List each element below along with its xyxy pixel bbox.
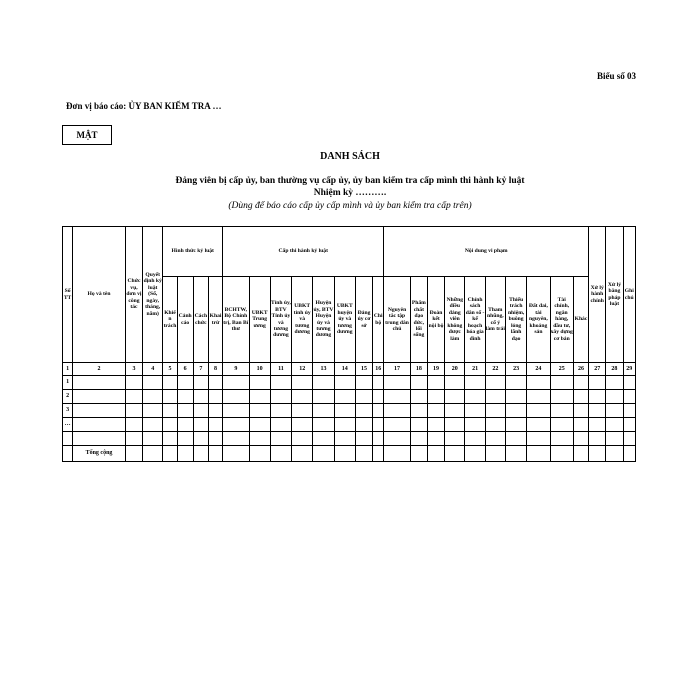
table-cell [465, 390, 485, 404]
discipline-table [62, 226, 636, 462]
header-c14: UBKT huyện ủy và tương đương [334, 277, 355, 363]
table-cell [270, 418, 291, 432]
header-c6: Cảnh cáo [177, 277, 193, 363]
form-code: Biểu số 03 [596, 71, 636, 81]
table-cell [270, 432, 291, 446]
table-cell [573, 376, 588, 390]
table-cell [606, 446, 623, 462]
table-cell [177, 446, 193, 462]
column-number: 24 [527, 363, 550, 376]
table-cell [355, 376, 372, 390]
header-c19: Đoàn kết nội bộ [427, 277, 444, 363]
table-cell [527, 432, 550, 446]
header-decision: Quyết định kỷ luật (Số, ngày, tháng, năm) [143, 227, 163, 363]
table-cell [410, 376, 427, 390]
table-cell [73, 376, 126, 390]
table-cell [589, 432, 606, 446]
table-cell [550, 432, 573, 446]
table-cell [313, 376, 334, 390]
column-number: 1 [63, 363, 73, 376]
table-cell [223, 446, 249, 462]
header-c23: Thiếu trách nhiệm, buông lỏng lãnh đạo [505, 277, 526, 363]
table-cell [465, 404, 485, 418]
table-cell [550, 404, 573, 418]
table-cell [208, 418, 222, 432]
table-cell [143, 376, 163, 390]
table-cell [550, 390, 573, 404]
table-cell [373, 418, 384, 432]
term-line: Nhiệm kỳ ………. [313, 188, 387, 198]
table-cell [292, 446, 313, 462]
header-discipline-form: Hình thức kỷ luật [163, 227, 223, 277]
column-number: 23 [505, 363, 526, 376]
table-cell [505, 432, 526, 446]
table-cell [384, 446, 410, 462]
table-row [63, 376, 636, 390]
table-cell [623, 404, 635, 418]
table-cell [550, 418, 573, 432]
table-cell [573, 446, 588, 462]
table-cell [427, 446, 444, 462]
column-number: 25 [550, 363, 573, 376]
table-cell [527, 418, 550, 432]
table-cell [163, 376, 177, 390]
column-number: 27 [589, 363, 606, 376]
table-cell [177, 418, 193, 432]
column-number: 12 [292, 363, 313, 376]
header-notes: Ghi chú [623, 227, 635, 363]
table-cell [606, 432, 623, 446]
table-cell [177, 390, 193, 404]
table-cell [505, 376, 526, 390]
column-number: 21 [465, 363, 485, 376]
table-cell [527, 446, 550, 462]
table-cell [410, 390, 427, 404]
row-number: 1 [63, 376, 73, 390]
table-cell [208, 404, 222, 418]
column-number: 22 [485, 363, 505, 376]
table-cell [334, 376, 355, 390]
header-c26: Khác [573, 277, 588, 363]
table-cell [373, 390, 384, 404]
table-cell [355, 404, 372, 418]
table-cell [163, 446, 177, 462]
row-number: 2 [63, 390, 73, 404]
secret-stamp: MẬT [62, 125, 112, 145]
table-cell [334, 446, 355, 462]
table-cell [589, 446, 606, 462]
header-c12: UBKT tỉnh ủy và tương đương [292, 277, 313, 363]
header-c11: Tỉnh ủy, BTV Tỉnh ủy và tương đương [270, 277, 291, 363]
table-cell [208, 432, 222, 446]
header-c20: Những điều đảng viên không được làm [445, 277, 465, 363]
table-cell [550, 376, 573, 390]
column-number: 14 [334, 363, 355, 376]
table-cell [143, 432, 163, 446]
header-row-top [63, 227, 636, 277]
table-cell [623, 432, 635, 446]
header-c7: Cách chức [193, 277, 208, 363]
table-cell [485, 404, 505, 418]
table-cell [73, 432, 126, 446]
table-cell [313, 432, 334, 446]
header-c13: Huyện ủy, BTV Huyện ủy và tương đương [313, 277, 334, 363]
table-cell [143, 446, 163, 462]
table-cell [505, 390, 526, 404]
header-c25: Tài chính, ngân hàng, đầu tư, xây dựng cơ bản [550, 277, 573, 363]
table-cell [384, 418, 410, 432]
table-cell [334, 418, 355, 432]
table-cell [573, 404, 588, 418]
table-cell [505, 404, 526, 418]
column-number: 9 [223, 363, 249, 376]
table-cell [223, 432, 249, 446]
table-cell [223, 404, 249, 418]
table-cell [249, 418, 270, 432]
column-number: 5 [163, 363, 177, 376]
column-number: 26 [573, 363, 588, 376]
table-cell [550, 446, 573, 462]
table-cell [384, 404, 410, 418]
column-number-row [63, 363, 636, 376]
table-cell [313, 404, 334, 418]
table-cell [125, 418, 142, 432]
table-cell [334, 432, 355, 446]
header-admin-handling: Xử lý hành chính [589, 227, 606, 363]
header-c5: Khiển trách [163, 277, 177, 363]
table-cell [292, 404, 313, 418]
table-cell [606, 418, 623, 432]
table-cell [355, 432, 372, 446]
table-row-blank [63, 432, 636, 446]
table-cell [623, 418, 635, 432]
table-cell [427, 404, 444, 418]
table-cell [465, 418, 485, 432]
table-cell [193, 376, 208, 390]
table-cell [143, 390, 163, 404]
table-cell [177, 432, 193, 446]
reporting-unit: Đơn vị báo cáo: ỦY BAN KIỂM TRA … [66, 101, 222, 111]
table-cell [373, 446, 384, 462]
table-cell [143, 404, 163, 418]
table-cell [573, 390, 588, 404]
header-stt: Số TT [63, 227, 73, 363]
table-cell [573, 432, 588, 446]
table-cell [334, 390, 355, 404]
table-cell [410, 418, 427, 432]
row-number: … [63, 418, 73, 432]
table-cell [427, 432, 444, 446]
table-cell [589, 418, 606, 432]
table-cell [163, 390, 177, 404]
total-label: Tổng cộng [73, 446, 126, 462]
table-cell [292, 376, 313, 390]
header-violation-content: Nội dung vi phạm [384, 227, 589, 277]
table-cell [606, 390, 623, 404]
table-cell [63, 446, 73, 462]
table-cell [445, 432, 465, 446]
table-cell [334, 404, 355, 418]
table-cell [589, 404, 606, 418]
table-cell [445, 376, 465, 390]
table-cell [527, 404, 550, 418]
table-cell [384, 390, 410, 404]
table-cell [445, 404, 465, 418]
header-c17: Nguyên tắc tập trung dân chủ [384, 277, 410, 363]
column-number: 3 [125, 363, 142, 376]
header-position: Chức vụ, đơn vị công tác [125, 227, 142, 363]
document-title: DANH SÁCH [320, 151, 380, 162]
table-cell [125, 404, 142, 418]
table-cell [193, 446, 208, 462]
header-legal-handling: Xử lý bằng pháp luật [606, 227, 623, 363]
table-cell [384, 432, 410, 446]
table-cell [373, 376, 384, 390]
table-cell [163, 418, 177, 432]
table-cell [485, 390, 505, 404]
table-cell [427, 390, 444, 404]
header-executing-level: Cấp thi hành kỷ luật [223, 227, 384, 277]
table-cell [249, 446, 270, 462]
column-number: 29 [623, 363, 635, 376]
table-cell [623, 376, 635, 390]
table-cell [143, 418, 163, 432]
table-cell [410, 446, 427, 462]
table-cell [249, 390, 270, 404]
table-cell [193, 432, 208, 446]
table-cell [373, 432, 384, 446]
table-cell [505, 418, 526, 432]
table-cell [384, 376, 410, 390]
table-cell [193, 404, 208, 418]
table-cell [465, 376, 485, 390]
table-cell [373, 404, 384, 418]
table-cell [465, 432, 485, 446]
header-c18: Phẩm chất đạo đức, lối sống [410, 277, 427, 363]
column-number: 16 [373, 363, 384, 376]
table-cell [249, 432, 270, 446]
table-cell [355, 418, 372, 432]
table-cell [223, 390, 249, 404]
column-number: 19 [427, 363, 444, 376]
table-cell [292, 390, 313, 404]
column-number: 8 [208, 363, 222, 376]
table-cell [163, 404, 177, 418]
table-cell [355, 446, 372, 462]
table-cell [292, 432, 313, 446]
table-cell [427, 376, 444, 390]
table-cell [313, 390, 334, 404]
table-row [63, 418, 636, 432]
total-row [63, 446, 636, 462]
table-cell [445, 446, 465, 462]
table-cell [623, 390, 635, 404]
column-number: 2 [73, 363, 126, 376]
table-cell [623, 446, 635, 462]
header-c22: Tham nhũng, cố ý làm trái [485, 277, 505, 363]
header-c8: Khai trừ [208, 277, 222, 363]
usage-note: (Dùng để báo cáo cấp ủy cấp mình và ủy ban kiểm tra cấp trên) [228, 201, 472, 211]
header-c15: Đảng ủy cơ sở [355, 277, 372, 363]
table-cell [527, 390, 550, 404]
table-cell [193, 390, 208, 404]
column-number: 7 [193, 363, 208, 376]
table-cell [163, 432, 177, 446]
table-cell [125, 390, 142, 404]
table-cell [270, 446, 291, 462]
column-number: 4 [143, 363, 163, 376]
table-cell [125, 432, 142, 446]
table-cell [465, 446, 485, 462]
table-cell [73, 418, 126, 432]
table-cell [270, 404, 291, 418]
table-cell [573, 418, 588, 432]
table-cell [589, 390, 606, 404]
table-cell [505, 446, 526, 462]
table-cell [527, 376, 550, 390]
table-cell [485, 446, 505, 462]
column-number: 13 [313, 363, 334, 376]
table-cell [445, 418, 465, 432]
table-cell [223, 376, 249, 390]
table-cell [485, 376, 505, 390]
column-number: 15 [355, 363, 372, 376]
table-cell [223, 418, 249, 432]
table-cell [589, 376, 606, 390]
table-cell [355, 390, 372, 404]
table-cell [73, 390, 126, 404]
table-cell [606, 376, 623, 390]
column-number: 11 [270, 363, 291, 376]
document-subtitle: Đảng viên bị cấp ủy, ban thường vụ cấp ủy, ủy ban kiểm tra cấp mình thi hành kỷ luật [175, 176, 525, 186]
table-cell [125, 446, 142, 462]
column-number: 20 [445, 363, 465, 376]
column-number: 17 [384, 363, 410, 376]
table-cell [427, 418, 444, 432]
header-c9: BCHTW, Bộ Chính trị, Ban Bí thư [223, 277, 249, 363]
table-cell [249, 376, 270, 390]
table-cell [485, 418, 505, 432]
header-c24: Đất đai, tài nguyên, khoáng sản [527, 277, 550, 363]
table-cell [125, 376, 142, 390]
header-name: Họ và tên [73, 227, 126, 363]
header-c21: Chính sách dân số - kế hoạch hóa gia đình [465, 277, 485, 363]
table-cell [410, 404, 427, 418]
table-cell [606, 404, 623, 418]
column-number: 6 [177, 363, 193, 376]
table-cell [292, 418, 313, 432]
table-row [63, 404, 636, 418]
header-c10: UBKT Trung ương [249, 277, 270, 363]
table-cell [208, 390, 222, 404]
column-number: 18 [410, 363, 427, 376]
table-cell [270, 390, 291, 404]
table-cell [208, 446, 222, 462]
table-cell [177, 404, 193, 418]
table-cell [208, 376, 222, 390]
row-number: 3 [63, 404, 73, 418]
column-number: 28 [606, 363, 623, 376]
table-cell [313, 418, 334, 432]
table-cell [193, 418, 208, 432]
table-cell [270, 376, 291, 390]
header-c16: Chi bộ [373, 277, 384, 363]
column-number: 10 [249, 363, 270, 376]
table-cell [485, 432, 505, 446]
table-cell [445, 390, 465, 404]
table-cell [410, 432, 427, 446]
table-cell [313, 446, 334, 462]
table-row [63, 390, 636, 404]
table-cell [63, 432, 73, 446]
table-cell [249, 404, 270, 418]
table-cell [73, 404, 126, 418]
table-cell [177, 376, 193, 390]
